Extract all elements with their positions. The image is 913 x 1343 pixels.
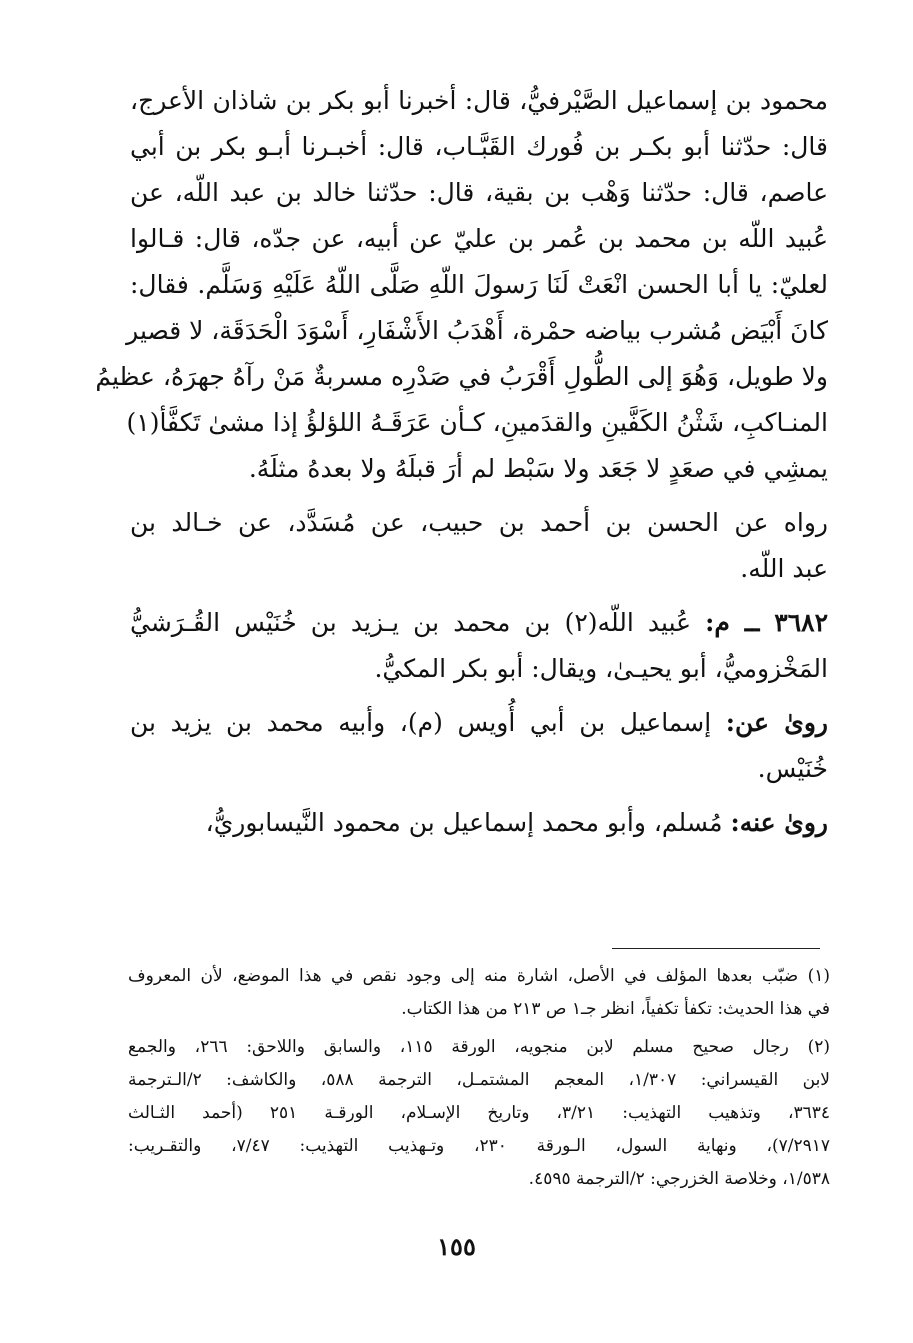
text-line: كانَ أَبْيَض مُشرب بياضه حمْرة، أَهْدَبُ الأَشْفَارِ، أَسْوَدَ الْحَدَقَة، لا قصير — [126, 316, 828, 345]
text-line: قال: حدّثنا أبو بكـر بن فُورك القَبَّـاب، قال: أخبـرنا أبـو بكر بن أبي — [130, 132, 828, 161]
paragraph-spacer — [130, 492, 828, 500]
narrated-by-paragraph — [130, 800, 828, 846]
footnote-line: (١) ضبّب بعدها المؤلف في الأصل، اشارة منه إلى وجود نقص في هذا الموضع، لأن المعروف — [128, 966, 830, 986]
text-line: يمشِي في صعَدٍ لا جَعَد ولا سَبْط لم أرَ قبلَهُ ولا بعدهُ مثلَهُ. — [248, 454, 828, 483]
page-number: ١٥٥ — [437, 1232, 476, 1261]
biography-entry — [130, 600, 828, 692]
footnote-line: في هذا الحديث: تكفأ تكفياً، انظر جـ١ ص ٢١٣ من هذا الكتاب. — [401, 999, 830, 1019]
entry-name: عُبيد اللّه(٢) بن محمد بن يـزيد بن خُنَيْس القُـرَشيُّ — [130, 608, 692, 637]
footnote-line: (٢) رجال صحيح مسلم لابن منجويه، الورقة ١١٥، والسابق واللاحق: ٢٦٦، والجمع — [128, 1037, 830, 1057]
narrated-from-paragraph — [130, 700, 828, 792]
footnote-2 — [128, 1031, 830, 1196]
footnote-1 — [128, 960, 830, 1026]
text-line: عبد اللّه. — [740, 554, 828, 583]
narrated-by-label: روىٰ عنه: — [730, 808, 828, 837]
hadith-paragraph — [95, 78, 828, 492]
narrated-from-line — [130, 700, 828, 746]
footnotes — [128, 960, 830, 1196]
text-line: خُنَيْس. — [757, 754, 828, 783]
paragraph-spacer — [130, 792, 828, 800]
footnote-separator — [612, 948, 820, 949]
narrated-from-text: إسماعيل بن أبي أُويس (م)، وأبيه محمد بن يزيد بن — [130, 708, 712, 737]
paragraph-spacer — [130, 592, 828, 600]
narrated-by-line — [130, 800, 828, 846]
narrated-from-label: روىٰ عن: — [725, 708, 828, 737]
narration-paragraph — [130, 500, 828, 592]
footnote-line: لابن القيسراني: ١/٣٠٧، المعجم المشتمـل، الترجمة ٥٨٨، والكاشف: ٢/الـترجمة — [128, 1070, 830, 1090]
text-line: عاصم، قال: حدّثنا وَهْب بن بقية، قال: حدّثنا خالد بن عبد اللّه، عن — [130, 178, 828, 207]
text-line: ولا طويل، وَهُوَ إلى الطُّولِ أَقْرَبُ في صَدْرِه مسربةٌ مَنْ رآهُ جهرَهُ، عظيمُ — [95, 362, 828, 391]
text-line: لعليّ: يا أبا الحسن انْعَتْ لَنَا رَسولَ اللّهِ صَلَّى اللّهُ عَلَيْهِ وَسَلَّم. فقال: — [130, 270, 828, 299]
entry-number: ٣٦٨٢ ــ م: — [705, 608, 828, 637]
text-line: رواه عن الحسن بن أحمد بن حبيب، عن مُسَدَّد، عن خـالد بن — [130, 508, 828, 537]
footnote-line: ٧/٢٩١٧)، ونهاية السول، الـورقة ٢٣٠، وتـهذيب التهذيب: ٧/٤٧، والتقـريب: — [128, 1136, 831, 1156]
text-line: المنـاكبِ، شَثْنُ الكَفَّينِ والقدَمينِ، كـأن عَرَقَـهُ اللؤلؤُ إذا مشىٰ تَكفَّأ(١) — [126, 408, 828, 437]
footnote-line: ٣٦٣٤، وتذهيب التهذيب: ٣/٢١، وتاريخ الإسـلام، الورقـة ٢٥١ (أحمد الثـالث — [128, 1103, 830, 1123]
text-line: المَخْزوميُّ، أبو يحيـىٰ، ويقال: أبو بكر المكيُّ. — [374, 654, 828, 683]
narrated-by-text: مُسلم، وأبو محمد إسماعيل بن محمود النَّيسابوريُّ، — [205, 808, 723, 837]
paragraph-spacer — [130, 692, 828, 700]
entry-heading-line — [130, 600, 828, 646]
main-text — [95, 78, 828, 846]
footnote-line: ١/٥٣٨، وخلاصة الخزرجي: ٢/الترجمة ٤٥٩٥. — [528, 1169, 830, 1189]
text-line: محمود بن إسماعيل الصَّيْرفيُّ، قال: أخبرنا أبو بكر بن شاذان الأعرج، — [130, 86, 828, 115]
text-line: عُبيد اللّه بن محمد بن عُمر بن عليّ عن أبيه، عن جدّه، قال: قـالوا — [130, 224, 828, 253]
